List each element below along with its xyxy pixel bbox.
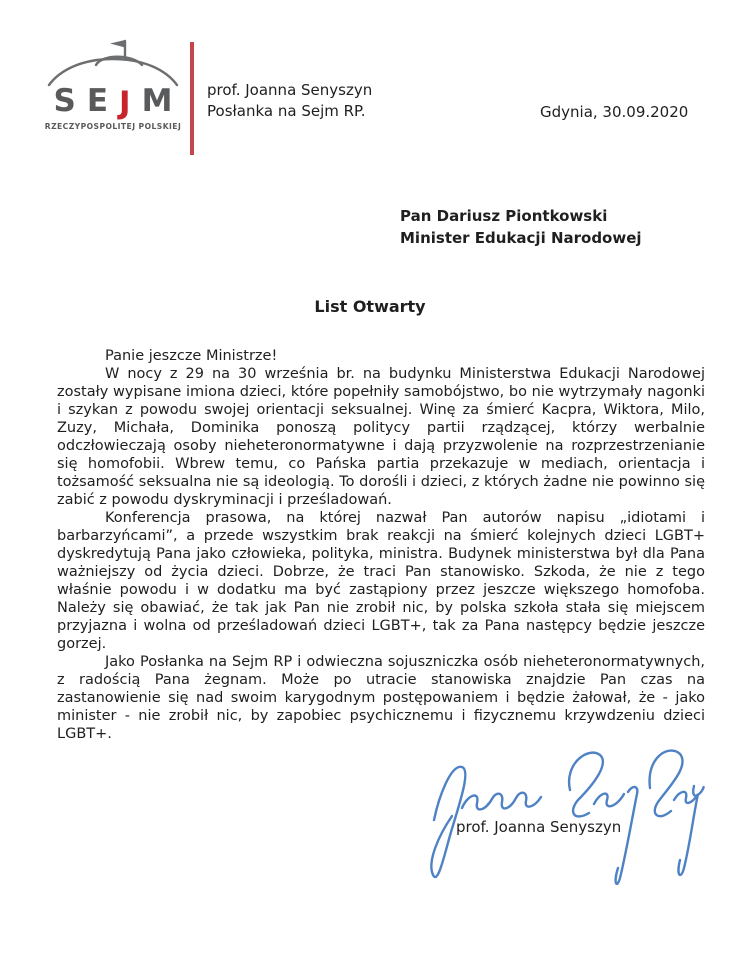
paragraph-1: W nocy z 29 na 30 września br. na budynku Ministerstwa Edukacji Narodowej zostały wypisane imiona dzieci, które popełniły samobójstwo, bo nie wytrzymały nagonki i szykan z powodu swojej orientacji seksualnej. Winę za śmierć Kacpra, Wiktora, Milo, Zuzy, Michała, Dominika ponoszą politycy partii rządzącej, którzy werbalnie odczłowieczają osoby nieheteronormatywne i dają przyzwolenie na rozprzestrzenianie się homofobii. Wbrew temu, co Pańska partia przekazuje w mediach, orientacja i tożsamość seksualna nie są ideologią. To dorośli i dzieci, z których żadne nie powinno się zabić z powodu dyskryminacji i prześladowań. bbox=[57, 366, 705, 508]
logo-subtitle: RZECZYPOSPOLITEJ POLSKIEJ bbox=[44, 122, 182, 131]
recipient-block bbox=[400, 206, 642, 249]
dome-outer-arc bbox=[49, 59, 177, 85]
logo-letter-e: E bbox=[86, 83, 109, 119]
recipient-title: Minister Edukacji Narodowej bbox=[400, 228, 642, 247]
logo-letters bbox=[44, 83, 182, 121]
letter-date: Gdynia, 30.09.2020 bbox=[540, 103, 689, 121]
printed-signature: prof. Joanna Senyszyn bbox=[456, 818, 622, 836]
letter-body bbox=[57, 347, 705, 743]
recipient-name: Pan Dariusz Piontkowski bbox=[400, 207, 608, 225]
logo-letter-m: M bbox=[141, 83, 173, 119]
accent-bar bbox=[190, 42, 194, 155]
sender-name: prof. Joanna Senyszyn bbox=[207, 81, 373, 99]
sejm-logo bbox=[44, 34, 182, 131]
flag-icon bbox=[110, 40, 125, 48]
salutation: Panie jeszcze Ministrze! bbox=[105, 348, 278, 364]
paragraph-3: Jako Posłanka na Sejm RP i odwieczna sojuszniczka osób nieheteronormatywnych, z radością Pana żegnam. Może po utracie stanowiska znajdzie Pan czas na zastanowienie się nad swoim karygodnym postępowaniem i będzie żałował, że - jako minister - nie zrobił nic, by zapobiec psychicznemu i fizycznemu krzywdzeniu dzieci LGBT+. bbox=[57, 654, 705, 742]
logo-letter-s: S bbox=[53, 83, 76, 119]
letter-title: List Otwarty bbox=[314, 297, 426, 316]
dome-icon bbox=[44, 34, 182, 88]
sender-role: Posłanka na Sejm RP. bbox=[207, 102, 366, 120]
logo-letter-j: J bbox=[119, 85, 131, 121]
sender-block bbox=[207, 80, 372, 122]
paragraph-2: Konferencja prasowa, na której nazwał Pan autorów napisu „idiotami i barbarzyńcami”, a przede wszystkim brak reakcji na śmierć kolejnych dzieci LGBT+ dyskredytują Pana jako człowieka, polityka, ministra. Budynek ministerstwa był dla Pana ważniejszy od życia dzieci. Dobrze, że traci Pan stanowisko. Szkoda, że nie z tego właśnie powodu i w dodatku ma być zastąpiony przez jeszcze większego homofoba. Należy się obawiać, że tak jak Pan nie zrobił nic, by polska szkoła stała się miejscem przyjazna i wolna od prześladowań dzieci LGBT+, tak za Pana następcy będzie jeszcze gorzej. bbox=[57, 510, 705, 652]
